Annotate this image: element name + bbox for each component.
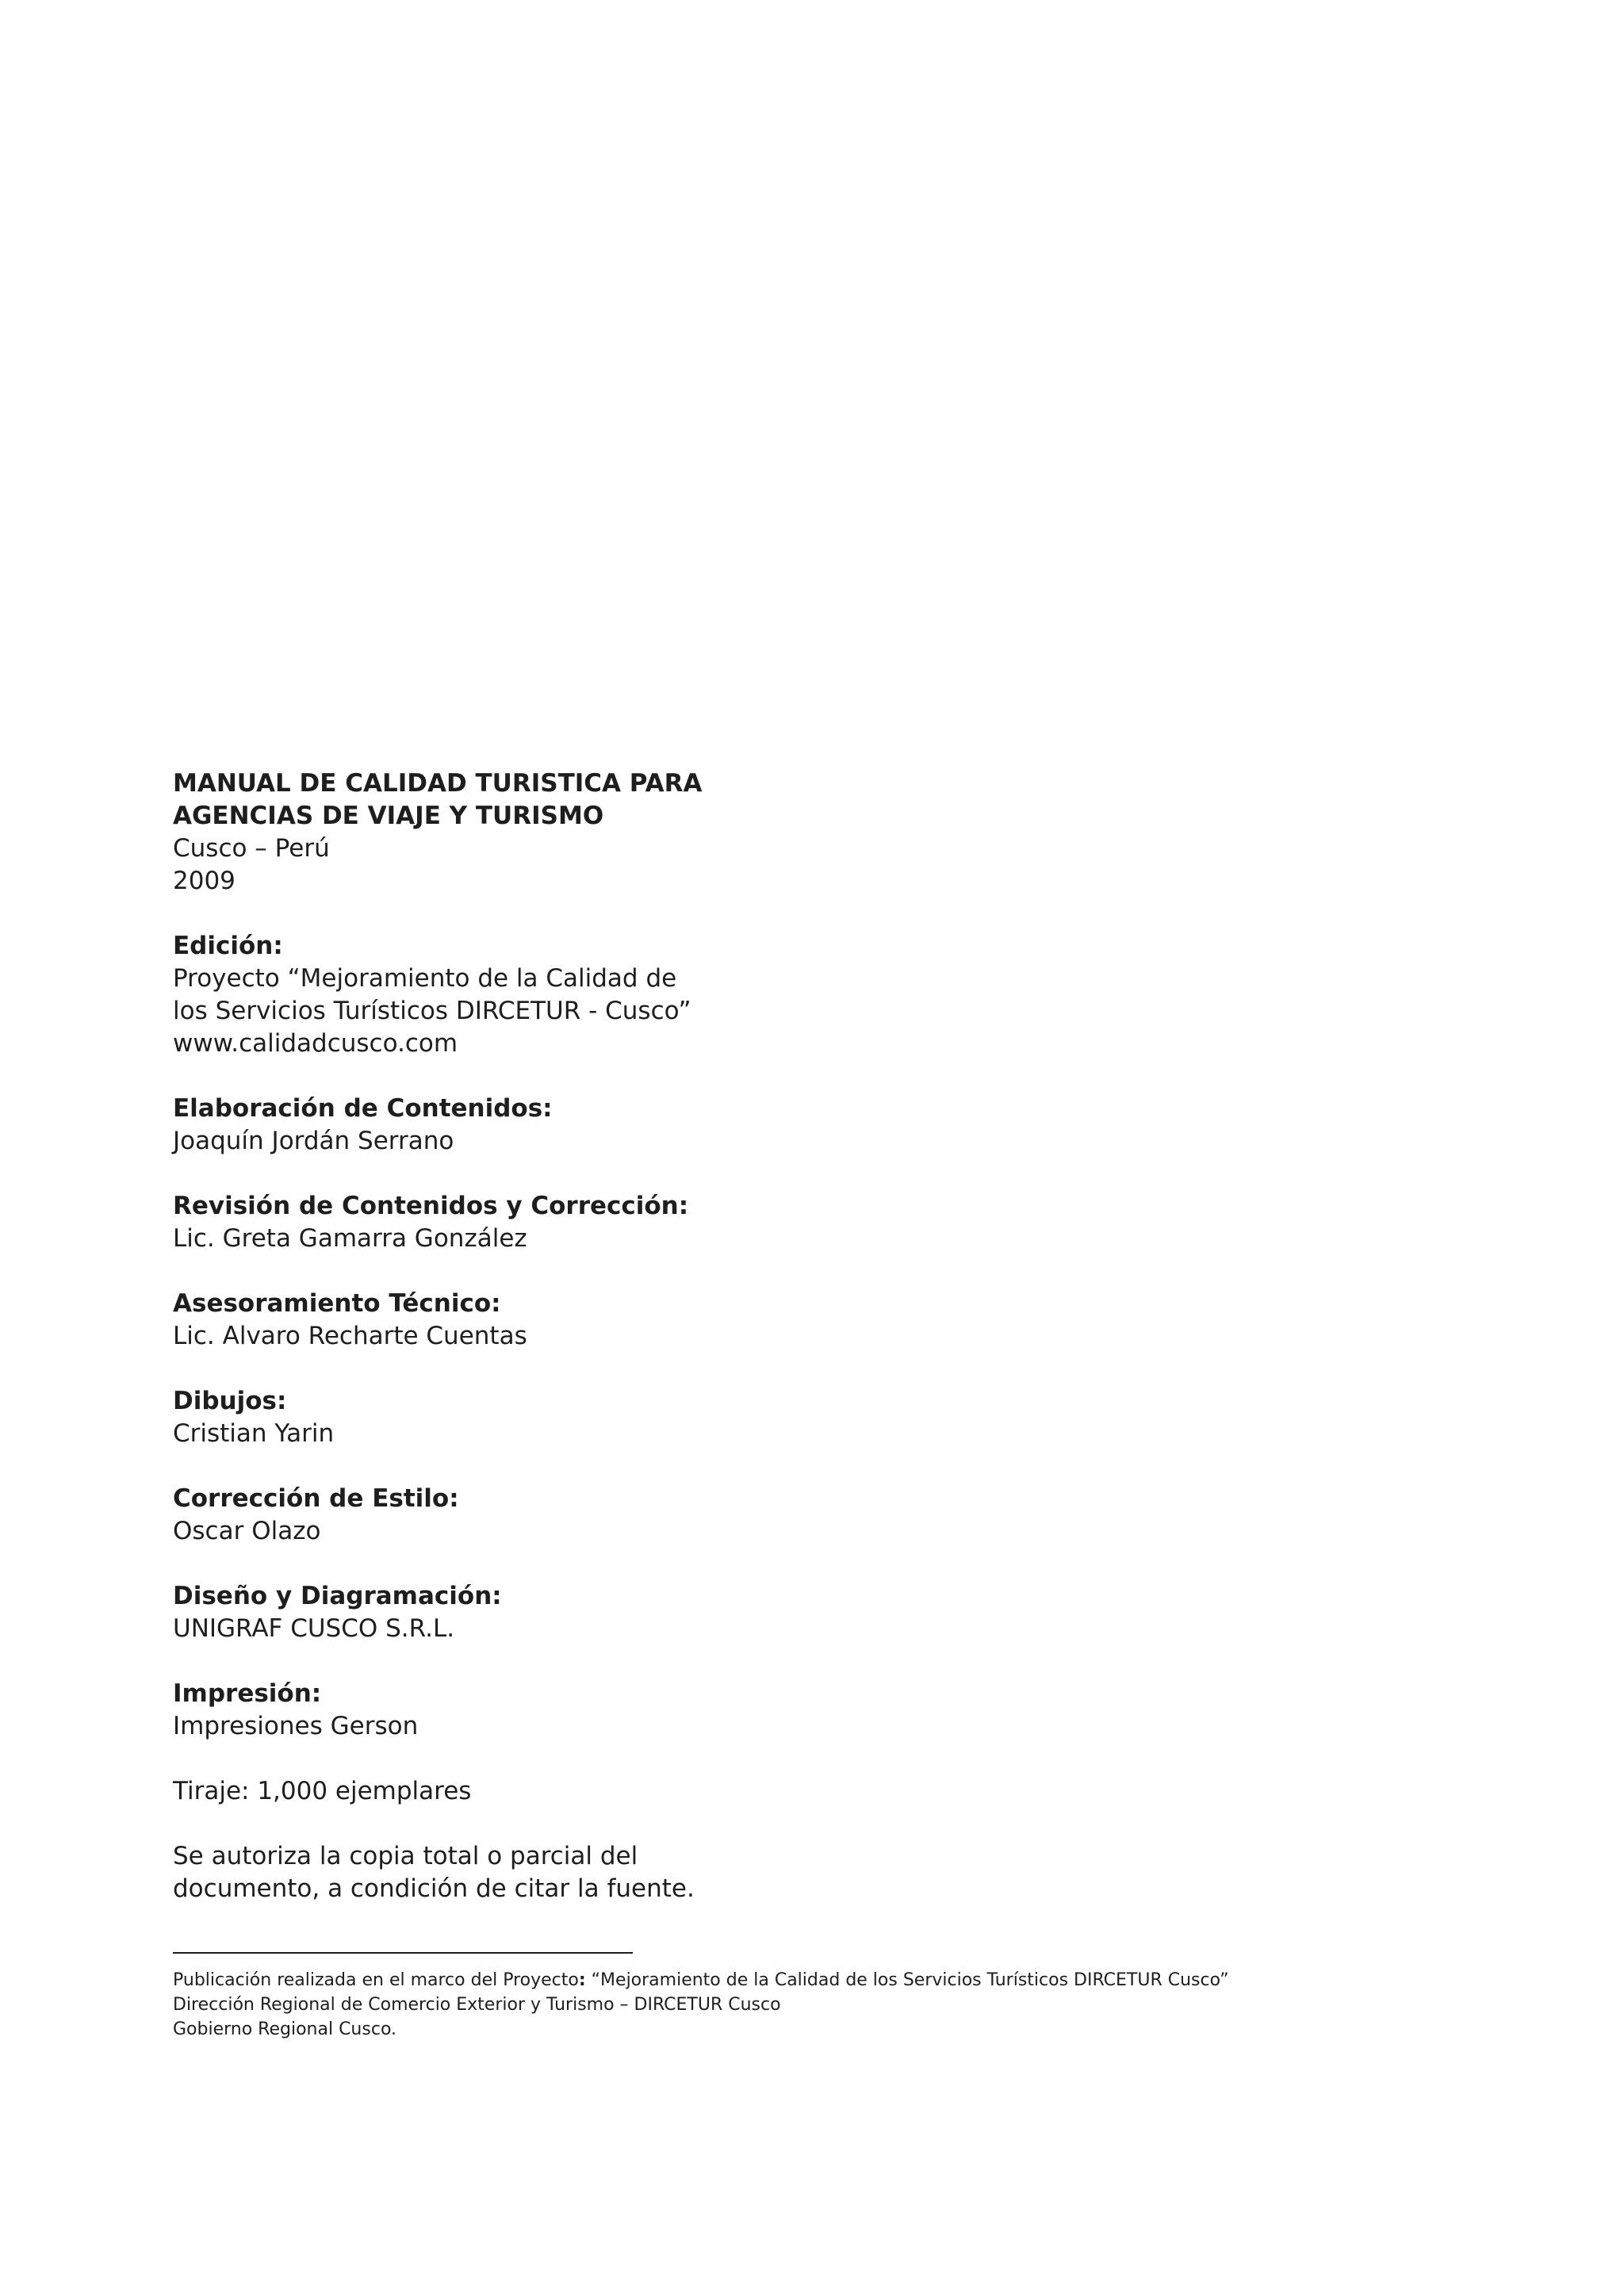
title-block (173, 768, 887, 898)
credit-value: Cristian Yarin (173, 1419, 335, 1448)
credit-value: Lic. Alvaro Recharte Cuentas (173, 1322, 527, 1350)
print-run (173, 1775, 887, 1808)
footnote-line-1 (173, 1968, 1521, 1992)
credit-heading: Corrección de Estilo: (173, 1484, 459, 1513)
credit-value: los Servicios Turísticos DIRCETUR - Cusco” (173, 997, 691, 1025)
footnote-line-2: Dirección Regional de Comercio Exterior y Turismo – DIRCETUR Cusco (173, 1995, 781, 2015)
credit-diseno (173, 1580, 887, 1645)
credit-heading: Elaboración de Contenidos: (173, 1094, 553, 1123)
colophon (173, 768, 887, 1905)
footnote-prefix: Publicación realizada en el marco del Proyecto (173, 1970, 579, 1990)
credit-impresion (173, 1678, 887, 1743)
footnote-project-name: “Mejoramiento de la Calidad de los Servicios Turísticos DIRCETUR Cusco” (585, 1970, 1229, 1990)
credit-heading: Impresión: (173, 1679, 322, 1708)
credit-value: Impresiones Gerson (173, 1712, 419, 1740)
credit-heading: Dibujos: (173, 1387, 287, 1415)
credit-heading: Asesoramiento Técnico: (173, 1289, 501, 1318)
footnote-colon: : (578, 1970, 586, 1990)
credit-revision (173, 1190, 887, 1255)
credit-heading: Revisión de Contenidos y Corrección: (173, 1192, 689, 1220)
credit-value: UNIGRAF CUSCO S.R.L. (173, 1614, 455, 1643)
publication-year: 2009 (173, 867, 236, 895)
credit-value: Joaquín Jordán Serrano (173, 1127, 454, 1155)
website-link[interactable]: www.calidadcusco.com (173, 1029, 458, 1058)
credit-value: Proyecto “Mejoramiento de la Calidad de (173, 964, 677, 993)
print-run-text: Tiraje: 1,000 ejemplares (173, 1777, 472, 1805)
title-line-1: MANUAL DE CALIDAD TURISTICA PARA (173, 769, 703, 798)
publication-place: Cusco – Perú (173, 834, 330, 863)
credit-edicion (173, 930, 887, 1060)
credit-elaboracion (173, 1093, 887, 1158)
license-line-2: documento, a condición de citar la fuente. (173, 1874, 695, 1903)
title-line-2: AGENCIAS DE VIAJE Y TURISMO (173, 802, 604, 830)
license-notice (173, 1840, 887, 1905)
footnote-line-3: Gobierno Regional Cusco. (173, 2019, 397, 2039)
footnote (173, 1968, 1521, 2042)
footnote-divider (173, 1952, 633, 1954)
license-line-1: Se autoriza la copia total o parcial del (173, 1842, 638, 1870)
credit-heading: Edición: (173, 932, 283, 960)
credit-heading: Diseño y Diagramación: (173, 1582, 502, 1610)
credit-dibujos (173, 1385, 887, 1450)
credit-asesoramiento (173, 1288, 887, 1353)
credit-value: Oscar Olazo (173, 1517, 321, 1545)
credit-correccion-estilo (173, 1483, 887, 1548)
credit-value: Lic. Greta Gamarra González (173, 1224, 527, 1253)
